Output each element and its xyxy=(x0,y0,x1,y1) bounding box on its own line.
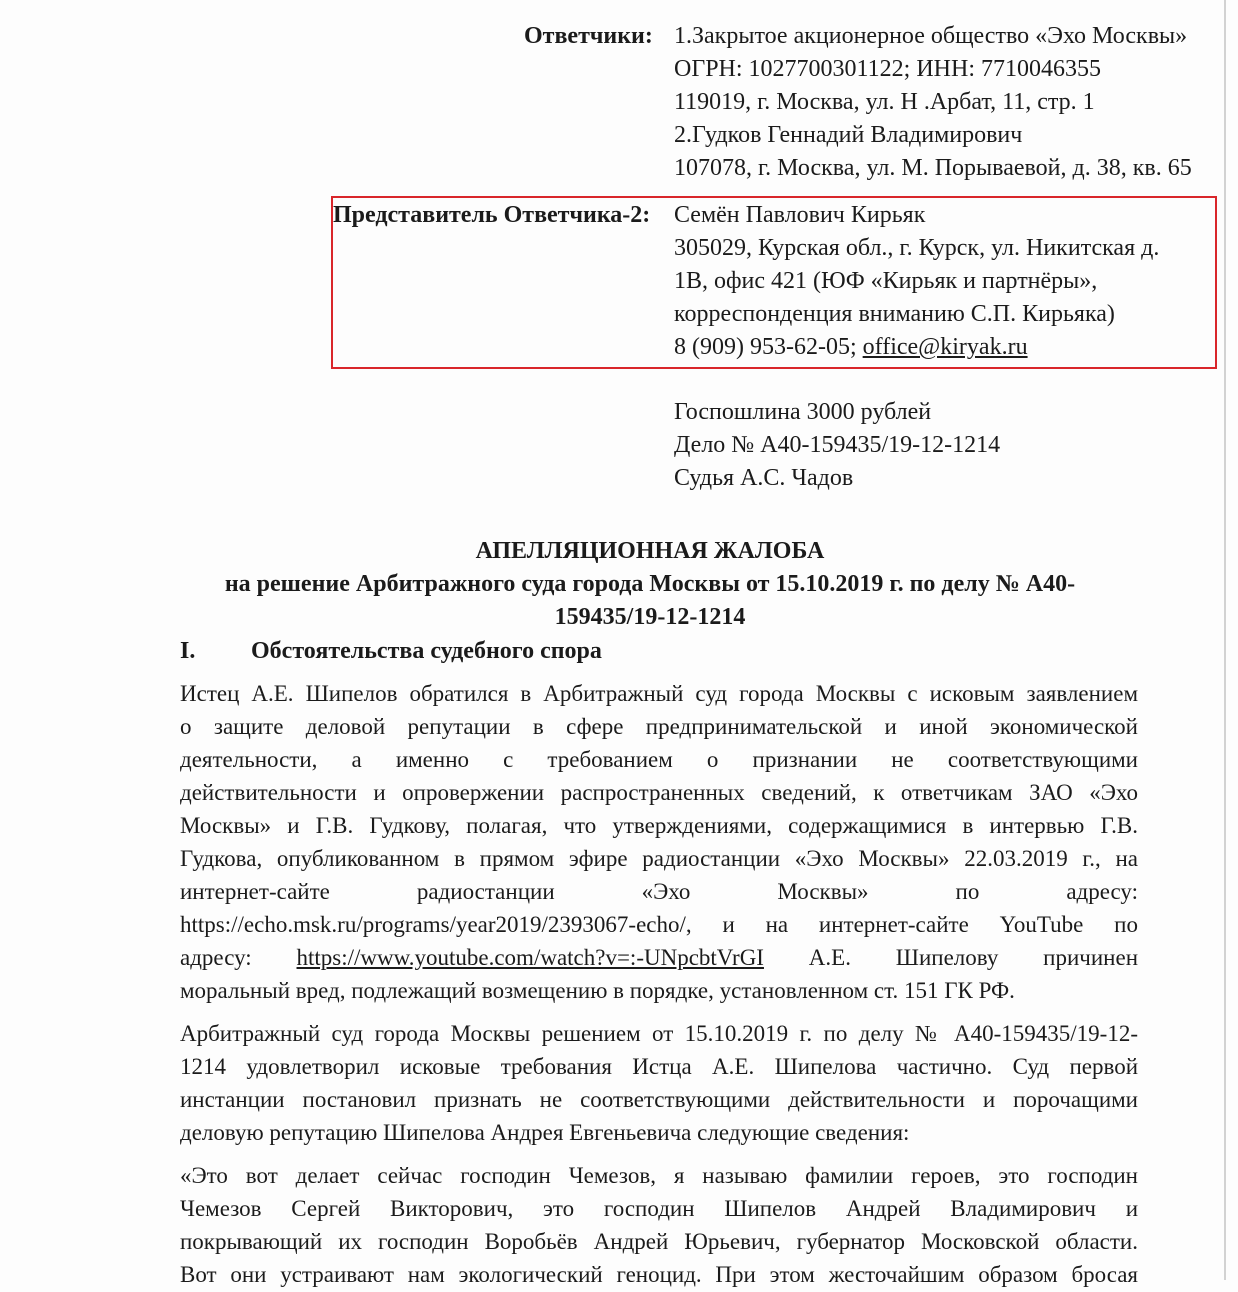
paragraph-line: о защите деловой репутации в сфере предпринимательской и иной экономической xyxy=(180,714,1138,739)
representative-block xyxy=(674,199,1196,364)
paragraph-line: моральный вред, подлежащий возмещению в порядке, установленном ст. 151 ГК РФ. xyxy=(180,978,1015,1003)
document-subtitle-cont: 159435/19-12-1214 xyxy=(554,604,746,630)
respondents-block xyxy=(674,20,1198,185)
paragraph-line: деловую репутацию Шипелова Андрея Евгеньевича следующие сведения: xyxy=(180,1120,910,1145)
document-title: АПЕЛЛЯЦИОННАЯ ЖАЛОБА xyxy=(475,538,825,564)
respondent-line: 2.Гудков Геннадий Владимирович xyxy=(674,122,1023,148)
paragraph-line: Истец А.Е. Шипелов обратился в Арбитражный суд города Москвы с исковым заявлением xyxy=(180,681,1138,706)
paragraph-line-with-link xyxy=(180,942,1138,975)
representative-email-link[interactable]: office@kiryak.ru xyxy=(862,334,1028,360)
paragraph-line: https://echo.msk.ru/programs/year2019/2393067-echo/, и на интернет-сайте YouTube по xyxy=(180,912,1138,937)
paragraph-line: 1214 удовлетворил исковые требования Истца А.Е. Шипелова частично. Суд первой xyxy=(180,1054,1138,1079)
paragraph-line: Арбитражный суд города Москвы решением от 15.10.2019 г. по делу № А40-159435/19-12- xyxy=(180,1021,1138,1046)
section-heading: Обстоятельства судебного спора xyxy=(251,638,602,664)
link-prefix: адресу: xyxy=(180,945,297,970)
link-suffix: А.Е. Шипелову причинен xyxy=(763,945,1138,970)
respondent-line: ОГРН: 1027700301122; ИНН: 7710046355 xyxy=(674,56,1101,82)
case-info xyxy=(674,396,1000,495)
representative-line: корреспонденция вниманию С.П. Кирьяка) xyxy=(674,301,1115,327)
respondent-line: 1.Закрытое акционерное общество «Эхо Москвы» xyxy=(674,23,1188,49)
respondent-line: 107078, г. Москва, ул. М. Порываевой, д. 38, кв. 65 xyxy=(674,155,1192,181)
representative-line: Семён Павлович Кирьяк xyxy=(674,202,926,228)
respondent-line: 119019, г. Москва, ул. Н .Арбат, 11, стр. 1 xyxy=(674,89,1095,115)
representative-contact xyxy=(674,331,1196,364)
paragraph-line: действительности и опровержении распространенных сведений, к ответчикам ЗАО «Эхо xyxy=(180,780,1138,805)
paragraph-line: Вот они устраивают нам экологический геноцид. При этом жесточайшим образом бросая xyxy=(180,1262,1138,1287)
section-number: I. xyxy=(180,638,196,664)
paragraph-line: инстанции постановил признать не соответствующими действительности и порочащими xyxy=(180,1087,1138,1112)
state-fee: Госпошлина 3000 рублей xyxy=(674,399,932,425)
case-number: Дело № А40-159435/19-12-1214 xyxy=(674,432,1001,458)
paragraph-line: Гудкова, опубликованном в прямом эфире радиостанции «Эхо Москвы» 22.03.2019 г., на xyxy=(180,846,1138,871)
youtube-link[interactable]: https://www.youtube.com/watch?v=:-UNpcbtVrGI xyxy=(296,945,764,970)
paragraph-line: деятельности, а именно с требованием о признании не соответствующими xyxy=(180,747,1138,772)
page-edge xyxy=(1224,0,1226,1280)
representative-line: 305029, Курская обл., г. Курск, ул. Никитская д. xyxy=(674,235,1160,261)
paragraph-line: Москвы» и Г.В. Гудкову, полагая, что утверждениями, содержащимися в интервью Г.В. xyxy=(180,813,1138,838)
paragraph-line: покрывающий их господин Воробьёв Андрей Юрьевич, губернатор Московской области. xyxy=(180,1229,1138,1254)
paragraph-line: интернет-сайте радиостанции «Эхо Москвы» по адресу: xyxy=(180,879,1138,904)
representative-phone: 8 (909) 953-62-05; xyxy=(674,334,863,360)
paragraph-line: «Это вот делает сейчас господин Чемезов, я называю фамилии героев, это господин xyxy=(180,1163,1138,1188)
document-subtitle: на решение Арбитражного суда города Москвы от 15.10.2019 г. по делу № А40- xyxy=(224,571,1076,597)
representative-line: 1В, офис 421 (ЮФ «Кирьяк и партнёры», xyxy=(674,268,1098,294)
representative-label: Представитель Ответчика-2: xyxy=(333,202,651,228)
judge: Судья А.С. Чадов xyxy=(674,465,854,491)
paragraph-line: Чемезов Сергей Викторович, это господин Шипелов Андрей Владимирович и xyxy=(180,1196,1138,1221)
respondents-label: Ответчики: xyxy=(524,23,653,49)
